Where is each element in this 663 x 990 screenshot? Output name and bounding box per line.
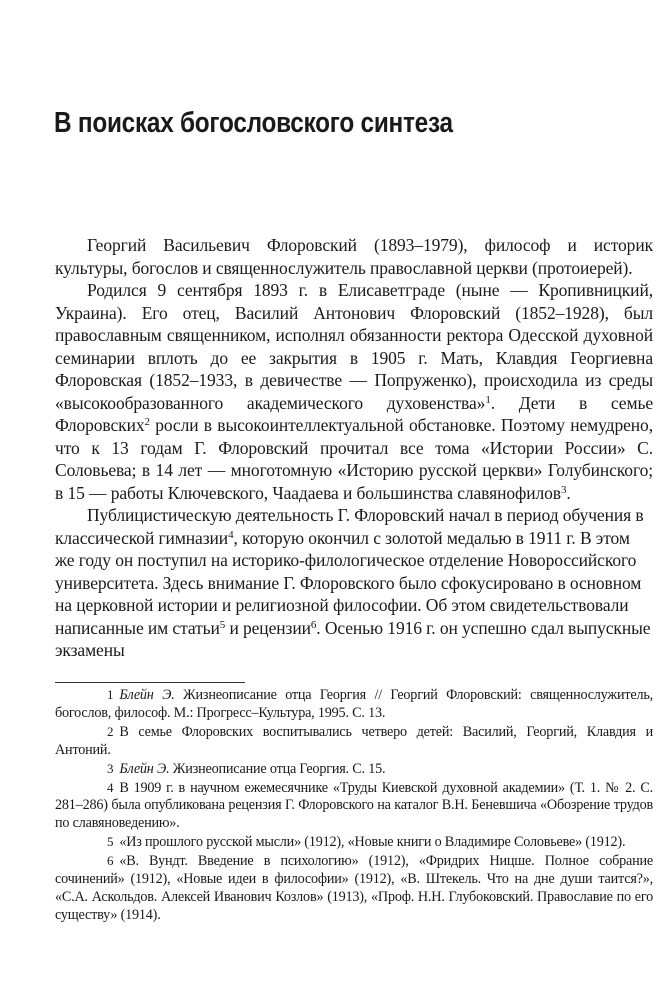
footnote-separator [55, 682, 245, 683]
main-text [55, 234, 653, 662]
footnote-ref[interactable]: 6 [310, 618, 317, 631]
footnote-number: 5 [107, 834, 114, 850]
footnote [55, 852, 653, 925]
paragraph [55, 234, 653, 279]
footnote-number: 4 [107, 779, 114, 795]
footnote [55, 760, 653, 779]
footnote-text: «Из прошлого русской мысли» (1912), «Новые книги о Владимире Соловьеве» (1912). [119, 834, 626, 851]
chapter-title: В поисках богословского синтеза [54, 107, 453, 140]
footnote-text: Жизнеописание отца Георгия // Георгий Флоровский: священнослужитель, богослов, философ. М.: Прогресс–Культура, 1995. С. 13. [55, 687, 653, 721]
paragraph-text: Публицистическую деятельность Г. Флоровский начал в период обучения в классической гимназии [55, 505, 644, 548]
footnote-ref[interactable]: 1 [485, 393, 491, 406]
footnote [55, 686, 653, 723]
paragraph [55, 504, 653, 662]
paragraph-text: . [566, 482, 571, 503]
paragraph-text: росли в высокоинтеллектуальной обстановке. Поэтому немудрено, что к 13 годам Г. Флоровский прочитал все тома «Истории России» С. Соловьева; в 14 лет — многотомную «Историю русской церкви» Голубинского; в 15 — работы Ключевского, Чаадаева и большинства славянофилов [55, 415, 653, 503]
footnote-number: 1 [107, 687, 114, 702]
footnote-number: 2 [107, 723, 114, 739]
paragraph-text: , которую окончил с золотой медалью в 1911 г. В этом же году он поступил на историко-филологическое отделение Новороссийского университета. Здесь внимание Г. Флоровского было сфокусировано в основном на церковной истории и религиозной философии. Об этом свидетельствовали написанные им статьи [55, 527, 642, 638]
footnote-ref[interactable]: 5 [219, 618, 226, 631]
footnote [55, 833, 653, 852]
paragraph-text: Родился 9 сентября 1893 г. в Елисаветграде (ныне — Кропивницкий, Украина). Его отец, Василий Антонович Флоровский (1852–1928), был православным священником, исполнял обязанности ректора Одесской духовной семинарии вплоть до ее закрытия в 1905 г. Мать, Клавдия Георгиевна Флоровская (1852–1933, в девичестве — Попруженко), происходила из среды «высокообразованного академического духовенства» [55, 280, 653, 413]
paragraph-text: . Дети в семье Флоровских [55, 392, 653, 435]
footnote-ref[interactable]: 3 [560, 483, 567, 496]
footnote [55, 723, 653, 760]
paragraph-text: Георгий Васильевич Флоровский (1893–1979), философ и историк культуры, богослов и священнослужитель православной церкви (протоиерей). [55, 235, 653, 278]
footnote-author: Блейн Э. [119, 760, 170, 777]
footnote [55, 779, 653, 834]
footnote-text: В 1909 г. в научном ежемесячнике «Труды Киевской духовной академии» (Т. 1. № 2. С. 281–286) была опубликована рецензия Г. Флоровского на каталог В.Н. Беневшича «Обозрение трудов по славяноведению». [55, 779, 653, 832]
paragraph-text: и рецензии [225, 617, 311, 638]
paragraph-text: . Осенью 1916 г. он успешно сдал выпускные экзамены [55, 617, 651, 660]
footnote-text: Жизнеописание отца Георгия. С. 15. [169, 760, 386, 777]
paragraph [55, 279, 653, 504]
footnote-text: В семье Флоровских воспитывались четверо детей: Василий, Георгий, Клавдия и Антоний. [55, 723, 653, 758]
footnote-ref[interactable]: 4 [228, 528, 234, 541]
footnote-ref[interactable]: 2 [144, 416, 150, 428]
footnote-author: Блейн Э. [119, 687, 175, 703]
footnote-number: 3 [107, 760, 114, 776]
footnote-number: 6 [107, 853, 114, 869]
footnote-text: «В. Вундт. Введение в психологию» (1912), «Фридрих Ницше. Полное собрание сочинений» (1912), «Новые идеи в философии» (1912), «В. Штекель. Что на дне души таится?», «С.А. Аскольдов. Алексей Иванович Козлов» (1913), «Проф. Н.Н. Глубоковский. Православие по его существу» (1914). [55, 853, 653, 923]
footnotes [55, 686, 653, 925]
